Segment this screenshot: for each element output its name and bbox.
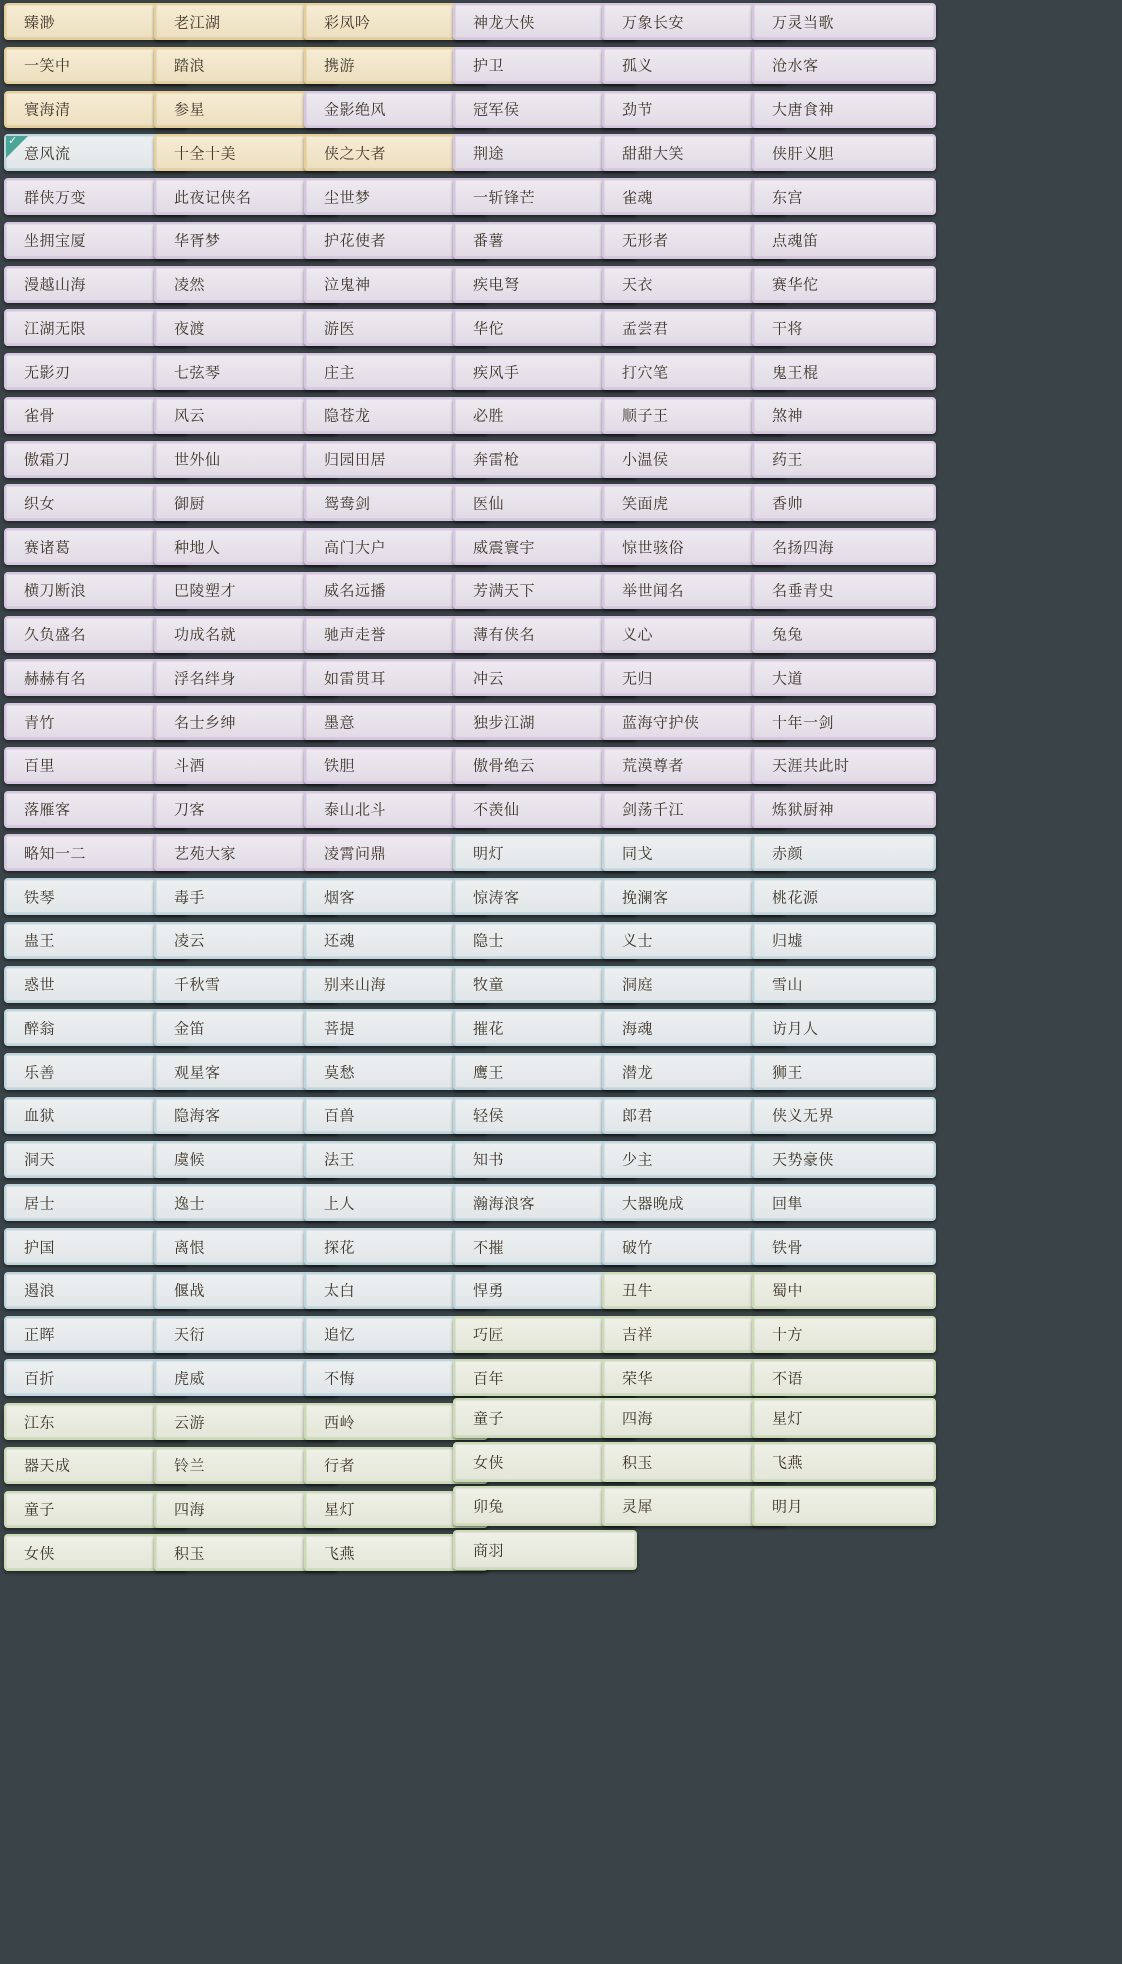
title-tile[interactable] <box>752 703 936 740</box>
title-tile-label: 潜龙 <box>622 1063 654 1081</box>
title-tile-label: 访月人 <box>772 1019 819 1038</box>
title-tile-label: 凌云 <box>174 931 206 950</box>
title-tile-label: 不摧 <box>473 1238 505 1256</box>
title-tile-label: 群侠万变 <box>24 188 87 206</box>
title-tile-label: 坐拥宝厦 <box>24 231 87 250</box>
title-tile-label: 轻侯 <box>473 1106 505 1125</box>
title-tile-label: 居士 <box>24 1194 56 1213</box>
title-tile-label: 雀魂 <box>622 188 654 206</box>
title-tile-label: 法王 <box>324 1150 356 1169</box>
title-tile-label: 云游 <box>174 1413 206 1431</box>
title-tile-label: 凌霄问鼎 <box>324 844 387 863</box>
title-tile-label: 莫愁 <box>324 1063 356 1081</box>
title-tile[interactable] <box>752 747 936 784</box>
title-tile-label: 墨意 <box>324 713 356 731</box>
title-tile[interactable] <box>752 47 936 84</box>
title-tile-label: 孟尝君 <box>622 319 669 338</box>
title-tile[interactable] <box>752 178 936 215</box>
title-tile-label: 久负盛名 <box>24 625 87 644</box>
title-tile-label: 乐善 <box>24 1063 56 1081</box>
title-tile-label: 凌然 <box>174 275 206 294</box>
title-tile-label: 名士乡绅 <box>174 713 237 731</box>
title-tile[interactable] <box>752 1228 936 1265</box>
title-tile[interactable] <box>752 91 936 128</box>
title-tile-label: 威震寰宇 <box>473 538 536 556</box>
title-tile-label: 蓝海守护侠 <box>622 713 700 731</box>
title-tile[interactable] <box>752 1053 936 1090</box>
title-tile-label: 惑世 <box>24 975 56 994</box>
title-tile-label: 护卫 <box>473 56 505 75</box>
title-tile[interactable] <box>752 659 936 696</box>
title-tile-label: 千秋雪 <box>174 975 221 994</box>
title-tile-label: 小温侯 <box>622 450 669 469</box>
title-tile-label: 薄有侠名 <box>473 625 536 644</box>
title-tile-label: 离恨 <box>174 1238 206 1256</box>
title-tile-label: 浮名绊身 <box>174 669 237 688</box>
title-tile-label: 百里 <box>24 756 56 775</box>
title-tile-label: 参星 <box>174 100 206 119</box>
title-tile-label: 独步江湖 <box>473 713 536 731</box>
title-tile-label: 童子 <box>24 1500 56 1519</box>
title-tile[interactable] <box>752 616 936 653</box>
title-tile[interactable] <box>752 1272 936 1309</box>
title-tile-label: 点魂笛 <box>772 231 819 250</box>
title-tile-label: 无归 <box>622 669 654 688</box>
title-tile-label: 赛诸葛 <box>24 538 71 556</box>
title-tile-label: 东宫 <box>772 188 804 206</box>
title-tile-label: 童子 <box>473 1409 505 1428</box>
title-tile-label: 隐海客 <box>174 1106 221 1125</box>
title-tile-label: 必胜 <box>473 406 505 425</box>
title-tile-label: 星灯 <box>772 1409 804 1428</box>
title-tile-label: 护花使者 <box>324 231 387 250</box>
title-tile-label: 踏浪 <box>174 56 206 75</box>
title-tile-label: 铃兰 <box>174 1456 206 1475</box>
title-tile-label: 华胥梦 <box>174 231 221 250</box>
title-tile-label: 侠肝义胆 <box>772 144 835 163</box>
title-tile-label: 煞神 <box>772 406 804 425</box>
title-tile-label: 观星客 <box>174 1063 221 1081</box>
title-tile-label: 横刀断浪 <box>24 581 87 600</box>
title-tile-label: 隐苍龙 <box>324 406 371 425</box>
title-tile-label: 灵犀 <box>622 1497 654 1516</box>
title-tile-label: 器天成 <box>24 1456 71 1475</box>
title-tile-label: 知书 <box>473 1150 505 1169</box>
title-tile[interactable] <box>752 484 936 521</box>
title-tile-label: 金笛 <box>174 1019 206 1038</box>
title-tile-label: 大唐食神 <box>772 100 835 119</box>
title-tile-label: 烟客 <box>324 888 356 906</box>
title-tile[interactable] <box>752 1359 936 1396</box>
title-tile-label: 不语 <box>772 1369 804 1388</box>
title-tile-label: 星灯 <box>324 1500 356 1519</box>
title-tile-label: 一笑中 <box>24 56 71 75</box>
title-tile-label: 巧匠 <box>473 1325 505 1344</box>
title-tile-label: 如雷贯耳 <box>324 669 387 688</box>
title-tile-label: 冲云 <box>473 669 505 688</box>
title-tile-label: 不悔 <box>324 1369 356 1388</box>
title-tile-label: 庄主 <box>324 363 356 381</box>
title-tile-label: 追忆 <box>324 1325 356 1344</box>
title-tile-label: 顺子王 <box>622 406 669 425</box>
title-tile[interactable] <box>752 834 936 871</box>
title-tile-label: 漫越山海 <box>24 275 87 294</box>
title-tile-label: 回隼 <box>772 1194 804 1213</box>
title-tile-label: 落雁客 <box>24 800 71 819</box>
title-tile[interactable] <box>752 353 936 390</box>
title-tile-label: 神龙大侠 <box>473 13 536 31</box>
title-tile-label: 华佗 <box>473 319 505 338</box>
title-tile-label: 威名远播 <box>324 581 387 600</box>
title-tile-label: 香帅 <box>772 494 804 513</box>
title-tile[interactable] <box>752 266 936 303</box>
title-tile-label: 吉祥 <box>622 1325 654 1344</box>
title-tile-label: 飞燕 <box>324 1544 356 1563</box>
title-tile-label: 医仙 <box>473 494 505 513</box>
title-tile-label: 天势豪侠 <box>772 1150 835 1169</box>
title-tile-label: 还魂 <box>324 931 356 950</box>
title-tile-label: 世外仙 <box>174 450 221 469</box>
title-tile-label: 荣华 <box>622 1369 654 1388</box>
title-tile-label: 疾电弩 <box>473 275 520 294</box>
title-tile-label: 四海 <box>174 1500 206 1519</box>
title-tile-label: 蛊王 <box>24 931 56 950</box>
title-tile-label: 兔兔 <box>772 625 804 644</box>
title-tile-label: 番薯 <box>473 231 505 250</box>
title-tile-label: 惊世骇俗 <box>622 538 685 556</box>
title-tile-label: 同戈 <box>622 844 654 863</box>
title-tile-label: 积玉 <box>622 1453 654 1472</box>
title-tile[interactable] <box>752 1097 936 1134</box>
title-tile-label: 种地人 <box>174 538 221 556</box>
title-tile-label: 探花 <box>324 1238 356 1256</box>
title-tile-label: 傲骨绝云 <box>473 756 536 775</box>
title-tile-label: 荒漠尊者 <box>622 756 685 775</box>
title-tile-label: 雀骨 <box>24 406 56 425</box>
title-tile-label: 驰声走誉 <box>324 625 387 644</box>
title-tile-label: 万象长安 <box>622 13 685 31</box>
title-tile-label: 老江湖 <box>174 13 221 31</box>
title-tile-label: 雪山 <box>772 975 804 994</box>
title-tile[interactable] <box>752 528 936 565</box>
title-tile-label: 奔雷枪 <box>473 450 520 469</box>
title-tile-label: 铁胆 <box>324 756 356 775</box>
title-tile-label: 十年一剑 <box>772 713 835 731</box>
title-tile[interactable] <box>752 572 936 609</box>
title-tile-label: 名垂青史 <box>772 581 835 600</box>
title-tile-label: 天衣 <box>622 275 654 294</box>
title-tile-label: 太白 <box>324 1281 356 1300</box>
title-tile[interactable] <box>752 309 936 346</box>
title-tile[interactable] <box>752 922 936 959</box>
title-tile[interactable] <box>752 1316 936 1353</box>
title-tile-label: 摧花 <box>473 1019 505 1038</box>
title-tile-label: 七弦琴 <box>174 363 221 381</box>
title-tile-label: 桃花源 <box>772 888 819 906</box>
title-tile-label: 鸳鸯剑 <box>324 494 371 513</box>
title-tile-label: 意风流 <box>24 144 71 163</box>
title-tile-label: 百兽 <box>324 1106 356 1125</box>
title-tile-label: 卯兔 <box>473 1497 505 1516</box>
title-tile[interactable] <box>752 1398 936 1438</box>
title-tile-label: 别来山海 <box>324 975 387 994</box>
title-column <box>752 0 936 1964</box>
title-tile-label: 夜渡 <box>174 319 206 338</box>
title-tile-label: 携游 <box>324 56 356 75</box>
title-tile-label: 风云 <box>174 406 206 425</box>
title-tile-label: 天涯共此时 <box>772 756 850 775</box>
title-tile-label: 义士 <box>622 931 654 950</box>
title-tile[interactable] <box>752 222 936 259</box>
title-tile-label: 上人 <box>324 1194 356 1213</box>
title-tile-label: 行者 <box>324 1456 356 1475</box>
title-tile-label: 干将 <box>772 319 804 338</box>
title-tile-label: 海魂 <box>622 1019 654 1038</box>
title-tile-label: 女侠 <box>24 1544 56 1563</box>
title-tile-label: 积玉 <box>174 1544 206 1563</box>
title-tile-label: 菩提 <box>324 1019 356 1038</box>
title-tile-label: 御厨 <box>174 494 206 513</box>
title-tile-label: 遏浪 <box>24 1281 56 1300</box>
title-tile[interactable] <box>752 441 936 478</box>
title-tile-label: 正晖 <box>24 1325 56 1344</box>
title-tile-label: 尘世梦 <box>324 188 371 206</box>
title-tile-label: 狮王 <box>772 1063 804 1081</box>
title-tile-label: 寰海清 <box>24 100 71 119</box>
title-tile-label: 高门大户 <box>324 538 387 556</box>
title-tile-label: 归墟 <box>772 931 804 950</box>
title-tile-label: 赤颜 <box>772 844 804 863</box>
title-tile-label: 一斩锋芒 <box>473 188 536 206</box>
title-tile-label: 醉翁 <box>24 1019 56 1038</box>
title-tile-label: 甜甜大笑 <box>622 144 685 163</box>
title-tile-label: 荆途 <box>473 144 505 163</box>
title-tile-label: 铁琴 <box>24 888 56 906</box>
title-tile[interactable] <box>752 134 936 171</box>
title-tile[interactable] <box>752 397 936 434</box>
title-tile-label: 破竹 <box>622 1238 654 1256</box>
title-tile-label: 江湖无限 <box>24 319 87 338</box>
title-tile-label: 打穴笔 <box>622 363 669 381</box>
title-tile-label: 血狱 <box>24 1106 56 1125</box>
title-tile-label: 无形者 <box>622 231 669 250</box>
title-tile-label: 游医 <box>324 319 356 338</box>
title-tile-label: 牧童 <box>473 975 505 994</box>
title-tile-label: 商羽 <box>473 1541 505 1560</box>
title-tile-label: 西岭 <box>324 1413 356 1431</box>
title-tile[interactable] <box>752 791 936 828</box>
title-tile-label: 赫赫有名 <box>24 669 87 688</box>
title-tile-label: 侠义无界 <box>772 1106 835 1125</box>
title-tile-label: 义心 <box>622 625 654 644</box>
title-tile-label: 虎威 <box>174 1369 206 1388</box>
title-tile-label: 织女 <box>24 494 56 513</box>
title-tile-label: 侠之大者 <box>324 144 387 163</box>
title-tile-label: 金影绝风 <box>324 100 387 119</box>
title-tile-label: 劲节 <box>622 100 654 119</box>
title-tile-label: 洞庭 <box>622 975 654 994</box>
title-tile-label: 毒手 <box>174 888 206 906</box>
title-tile-label: 艺苑大家 <box>174 844 237 863</box>
title-tile-label: 刀客 <box>174 800 206 819</box>
title-tile-label: 斗酒 <box>174 756 206 775</box>
title-tile-label: 大道 <box>772 669 804 688</box>
title-tile-label: 明月 <box>772 1497 804 1516</box>
title-tile-label: 铁骨 <box>772 1238 804 1256</box>
title-tile-label: 孤义 <box>622 56 654 75</box>
title-tile-label: 飞燕 <box>772 1453 804 1472</box>
checkmark-icon: ✓ <box>8 134 18 148</box>
title-tile-label: 名扬四海 <box>772 538 835 556</box>
title-tile[interactable] <box>752 966 936 1003</box>
title-tile[interactable] <box>752 1009 936 1046</box>
title-tile-label: 江东 <box>24 1413 56 1431</box>
title-tile-label: 疾风手 <box>473 363 520 381</box>
title-tile-label: 泰山北斗 <box>324 800 387 819</box>
title-tile-label: 明灯 <box>473 844 505 863</box>
title-tile-label: 臻渺 <box>24 13 56 31</box>
title-tile-label: 天衍 <box>174 1325 206 1344</box>
title-tile-label: 百折 <box>24 1369 56 1388</box>
title-tile-label: 郎君 <box>622 1106 654 1125</box>
title-tile-label: 炼狱厨神 <box>772 800 835 819</box>
title-tile-label: 十方 <box>772 1325 804 1344</box>
title-tile-label: 女侠 <box>473 1453 505 1472</box>
title-tile[interactable] <box>752 1486 936 1526</box>
title-tile-label: 剑荡千江 <box>622 800 685 819</box>
title-tile-label: 悍勇 <box>473 1281 505 1300</box>
title-tile-label: 泣鬼神 <box>324 275 371 294</box>
title-tile[interactable] <box>752 1184 936 1221</box>
title-tile-label: 药王 <box>772 450 804 469</box>
title-tile-label: 挽澜客 <box>622 888 669 906</box>
title-tile-label: 丑牛 <box>622 1281 654 1300</box>
title-tile-label: 举世闻名 <box>622 581 685 600</box>
title-tile-label: 芳满天下 <box>473 581 536 600</box>
title-tile-label: 蜀中 <box>772 1281 804 1300</box>
title-tile-label: 冠军侯 <box>473 100 520 119</box>
title-tile-label: 略知一二 <box>24 844 87 863</box>
title-tile-label: 四海 <box>622 1409 654 1428</box>
title-tile-label: 逸士 <box>174 1194 206 1213</box>
title-tile-label: 偃战 <box>174 1281 206 1300</box>
title-tile[interactable] <box>752 878 936 915</box>
title-tile-label: 鬼王棍 <box>772 363 819 381</box>
title-tile-label: 百年 <box>473 1369 505 1388</box>
title-tile-label: 笑面虎 <box>622 494 669 513</box>
title-tile-label: 功成名就 <box>174 625 237 644</box>
title-tile-label: 万灵当歌 <box>772 13 835 31</box>
title-tile[interactable] <box>752 1141 936 1178</box>
title-tile-label: 大器晚成 <box>622 1194 685 1213</box>
title-tile-label: 沧水客 <box>772 56 819 75</box>
title-tile-label: 隐士 <box>473 931 505 950</box>
title-tile-label: 归园田居 <box>324 450 387 469</box>
title-tile-label: 瀚海浪客 <box>473 1194 536 1213</box>
title-tile-label: 十全十美 <box>174 144 237 163</box>
title-tile[interactable] <box>752 1442 936 1482</box>
title-tile-label: 巴陵塑才 <box>174 581 237 600</box>
title-tile[interactable] <box>752 3 936 40</box>
title-tile-label: 无影刃 <box>24 363 71 381</box>
title-tile-label: 护国 <box>24 1238 56 1256</box>
title-tile-label: 彩凤吟 <box>324 13 371 31</box>
title-tile-label: 少主 <box>622 1150 654 1169</box>
title-tile-label: 虞候 <box>174 1150 206 1169</box>
title-tile-label: 此夜记侠名 <box>174 188 252 206</box>
title-tile-label: 惊涛客 <box>473 888 520 906</box>
title-tile-label: 青竹 <box>24 713 56 731</box>
title-tile-label: 洞天 <box>24 1150 56 1169</box>
title-tile-label: 傲霜刀 <box>24 450 71 469</box>
title-tile-label: 赛华佗 <box>772 275 819 294</box>
title-tile-label: 不羡仙 <box>473 800 520 819</box>
title-tile-label: 鹰王 <box>473 1063 505 1081</box>
